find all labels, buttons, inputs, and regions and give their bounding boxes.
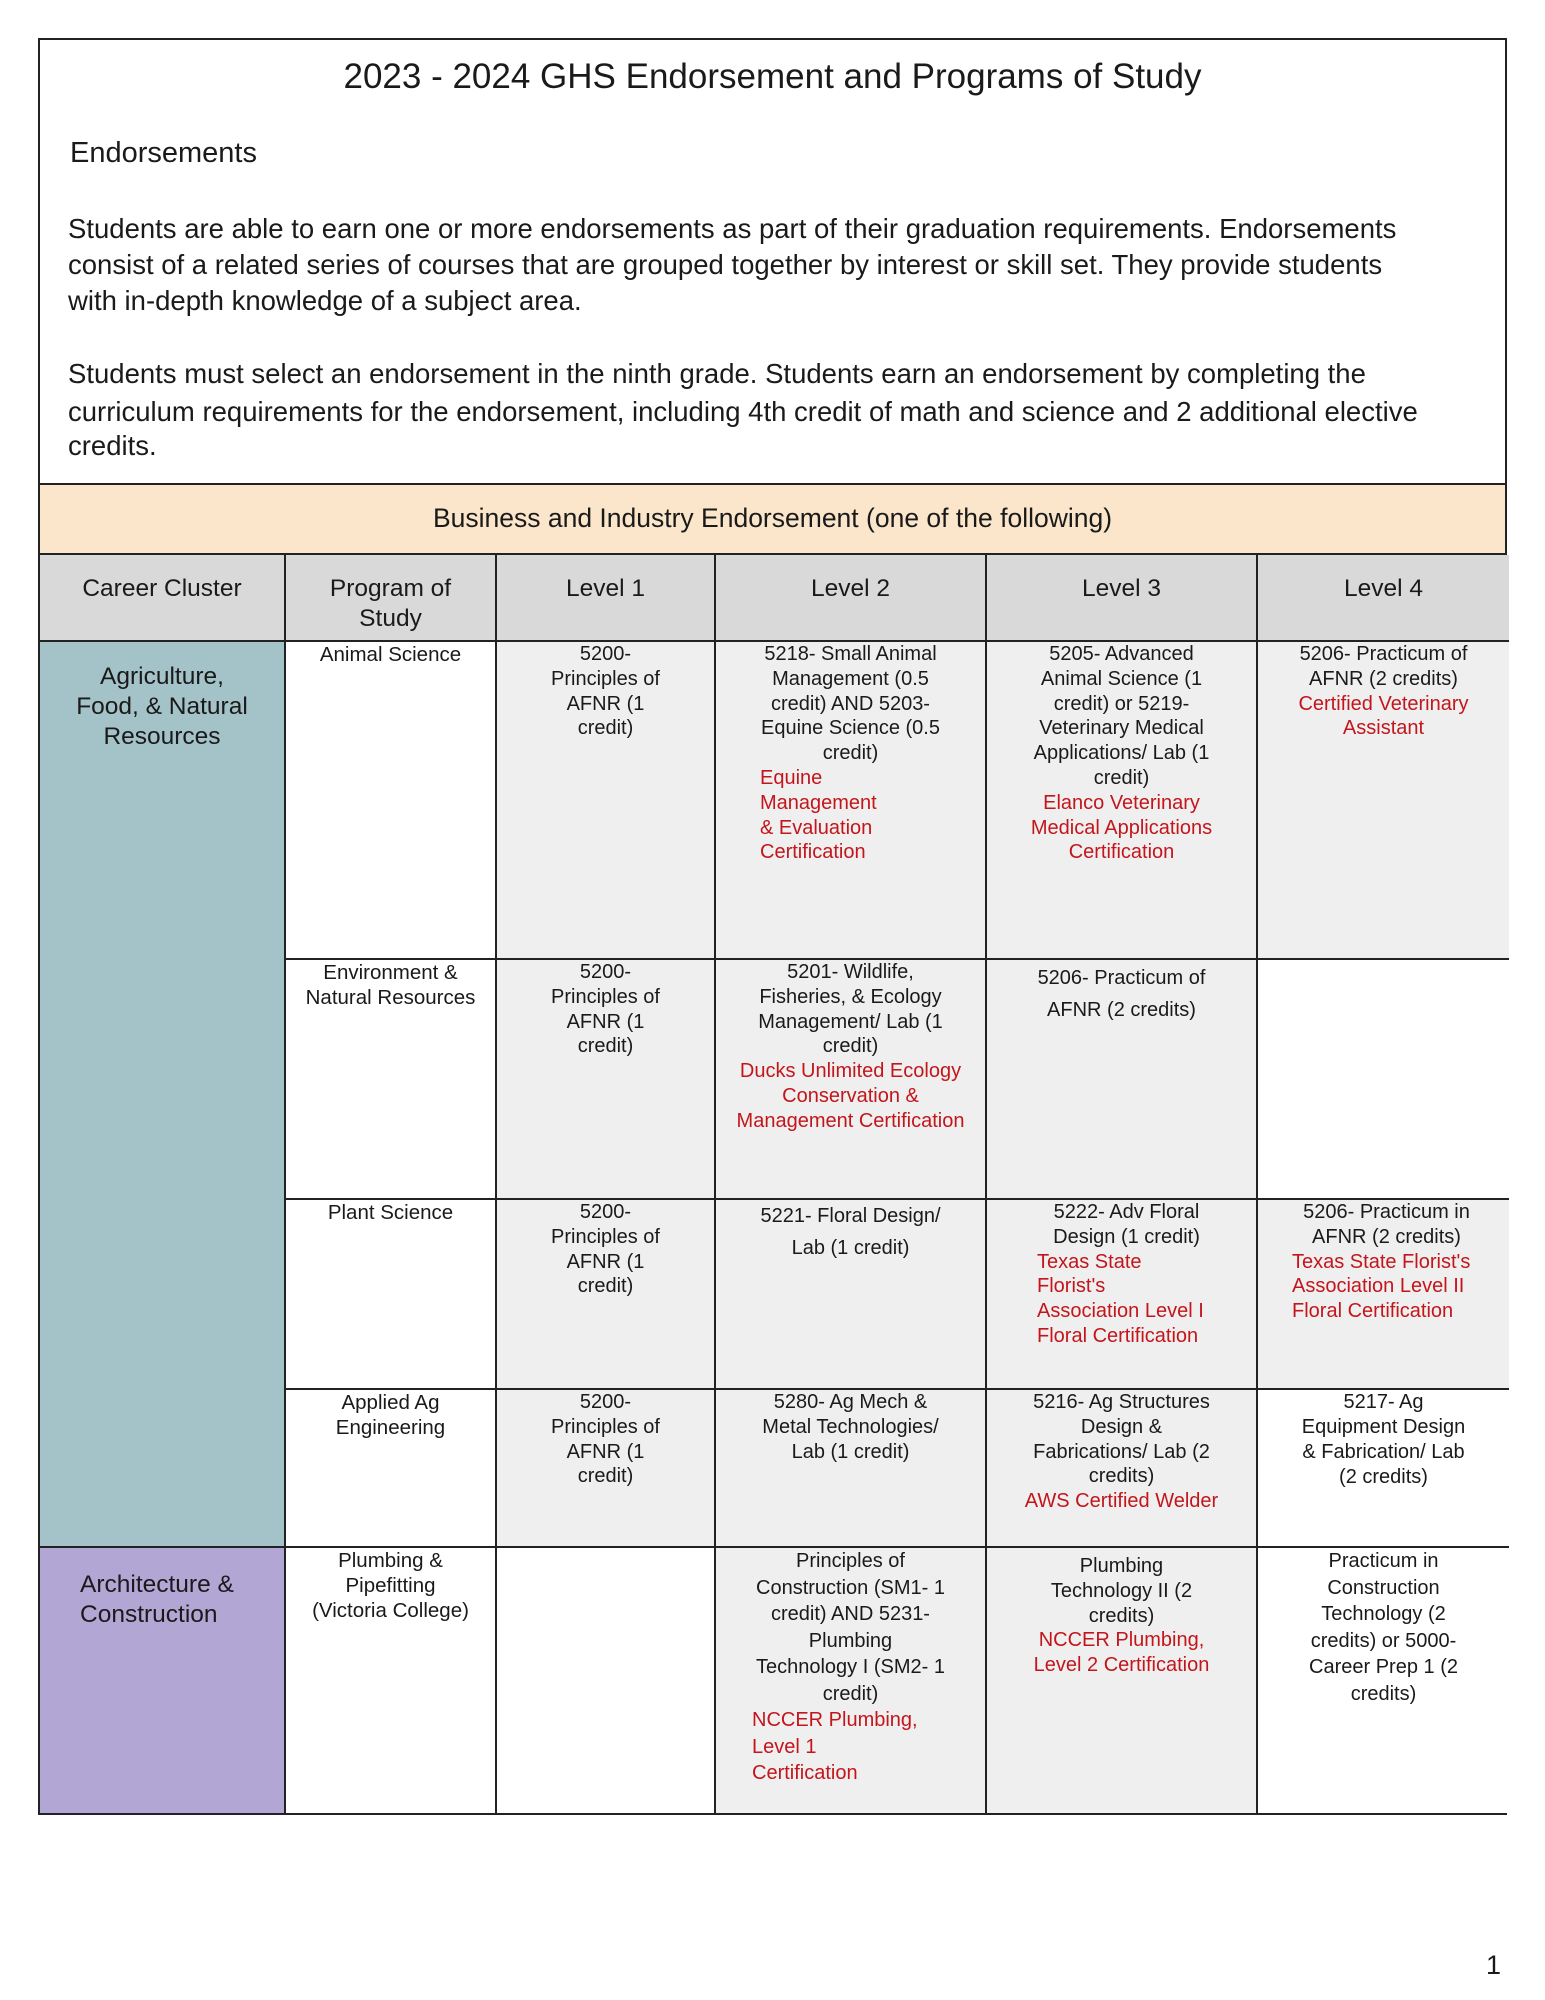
env-level-3: 5206- Practicum of AFNR (2 credits) [986,959,1257,1199]
cluster-agriculture: Agriculture, Food, & Natural Resources [40,641,285,1547]
program-environment: Environment & Natural Resources [285,959,496,1199]
plant-level-3-cert: Texas State Florist's Association Level I Floral Certification [1037,1250,1204,1347]
programs-table [40,555,1509,1813]
plant-level-4: 5206- Practicum in AFNR (2 credits) Texas State Florist's Association Level II Floral Certification [1257,1199,1509,1389]
animal-level-3: 5205- Advanced Animal Science (1 credit) or 5219- Veterinary Medical Applications/ Lab (1 credit) Elanco Veterinary Medical Applications Certification [986,641,1257,959]
plumb-level-2: Principles of Construction (SM1- 1 credit) AND 5231- Plumbing Technology I (SM2- 1 credit) NCCER Plumbing, Level 1 Certification [715,1547,986,1813]
paragraph-1: Students are able to earn one or more endorsements as part of their graduation requirements. Endorsements consist of a related series of courses that are grouped together by interest or skill set. They provide students with in-depth knowledge of a subject area. [68,213,1397,316]
table-row [40,1547,1509,1813]
cluster-architecture: Architecture & Construction [40,1547,285,1813]
paragraph-2-main: Students must select an endorsement in the ninth grade. Students earn an endorsement by completing the curriculum requirements for the endorsement, including 4th credit of math and science and 2 additional elective [68,358,1418,427]
plant-level-2: 5221- Floral Design/ Lab (1 credit) [715,1199,986,1389]
ag-level-2: 5280- Ag Mech & Metal Technologies/ Lab (1 credit) [715,1389,986,1547]
animal-level-3-cert: Elanco Veterinary Medical Applications Certification [1030,791,1213,864]
animal-level-2: 5218- Small Animal Management (0.5 credit) AND 5203- Equine Science (0.5 credit) Equine Management & Evaluation Certification [715,641,986,959]
document-page [38,38,1507,1815]
plant-level-1: 5200- Principles of AFNR (1 credit) [496,1199,715,1389]
page-number: 1 [1486,1950,1502,1980]
header-level-3: Level 3 [986,555,1257,641]
animal-level-2-cert: Equine Management & Evaluation Certification [760,766,877,864]
animal-level-4-cert: Certified Veterinary Assistant [1298,692,1469,740]
page-title: 2023 - 2024 GHS Endorsement and Programs of Study [343,57,1202,96]
ag-level-1: 5200- Principles of AFNR (1 credit) [496,1389,715,1547]
program-plant-science: Plant Science [285,1199,496,1389]
env-level-2: 5201- Wildlife, Fisheries, & Ecology Management/ Lab (1 credit) Ducks Unlimited Ecology Conservation & Management Certification [715,959,986,1199]
ag-level-4: 5217- Ag Equipment Design & Fabrication/ Lab (2 credits) [1257,1389,1509,1547]
plant-level-3: 5222- Adv Floral Design (1 credit) Texas State Florist's Association Level I Floral Certification [986,1199,1257,1389]
plumb-level-1 [496,1547,715,1813]
paragraph-2 [68,355,1435,461]
program-applied-ag: Applied Ag Engineering [285,1389,496,1547]
header-level-1: Level 1 [496,555,715,641]
header-program-of-study: Program of Study [285,555,496,641]
header-level-4: Level 4 [1257,555,1509,641]
program-animal-science: Animal Science [285,641,496,959]
header-level-2: Level 2 [715,555,986,641]
section-title: Endorsements [70,137,257,169]
plant-level-4-cert: Texas State Florist's Association Level II Floral Certification [1292,1250,1471,1323]
env-level-2-cert: Ducks Unlimited Ecology Conservation & Management Certification [736,1060,965,1132]
ag-level-3: 5216- Ag Structures Design & Fabrications/ Lab (2 credits) AWS Certified Welder [986,1389,1257,1547]
env-level-1: 5200- Principles of AFNR (1 credit) [496,959,715,1199]
header-career-cluster: Career Cluster [40,555,285,641]
intro-section [40,40,1505,485]
plumb-level-2-cert: NCCER Plumbing, Level 1 Certification [752,1709,918,1784]
table-header-row [40,555,1509,641]
table-row [40,641,1509,959]
plumb-level-4: Practicum in Construction Technology (2 credits) or 5000- Career Prep 1 (2 credits) [1257,1547,1509,1813]
plumb-level-3-cert: NCCER Plumbing, Level 2 Certification [1033,1629,1210,1677]
plumb-level-3: Plumbing Technology II (2 credits) NCCER Plumbing, Level 2 Certification [986,1547,1257,1813]
env-level-4 [1257,959,1509,1199]
animal-level-1: 5200- Principles of AFNR (1 credit) [496,641,715,959]
ag-level-3-cert: AWS Certified Welder [1024,1490,1219,1513]
paragraph-2-end: credits. [68,430,157,461]
endorsement-banner: Business and Industry Endorsement (one of the following) [40,485,1505,555]
program-plumbing: Plumbing & Pipefitting (Victoria College) [285,1547,496,1813]
animal-level-4: 5206- Practicum of AFNR (2 credits) Certified Veterinary Assistant [1257,641,1509,959]
